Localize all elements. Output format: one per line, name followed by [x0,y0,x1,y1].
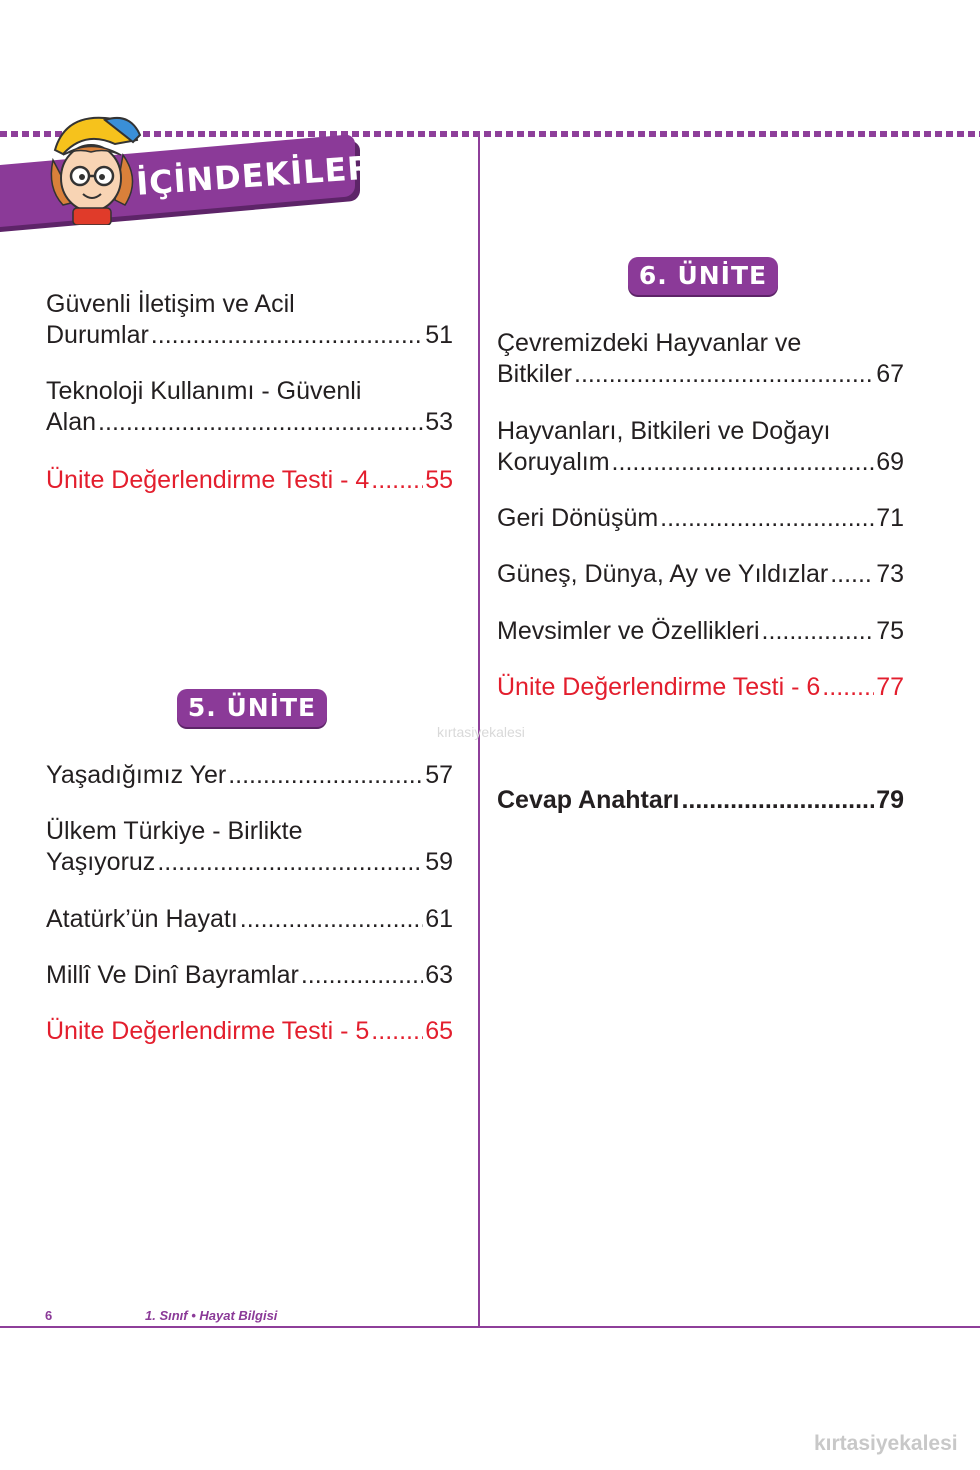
toc-entry-title: Yaşıyoruz [46,848,156,876]
toc-entry-title: Millî Ve Dinî Bayramlar [46,961,299,989]
toc-entry-page: 63 [425,961,453,989]
toc-entry-title: Güneş, Dünya, Ay ve Yıldızlar [497,560,829,588]
toc-entry-page: 67 [876,360,904,388]
boy-mascot-icon [45,110,145,225]
unit-5-badge: 5. ÜNİTE [177,689,327,727]
leader-dots [151,320,423,351]
toc-entry-page: 51 [425,321,453,349]
toc-entry[interactable] [46,904,453,935]
toc-entry[interactable] [46,760,453,791]
toc-entry[interactable] [497,416,904,478]
leader-dots [228,760,423,791]
toc-entry-unit-test[interactable] [46,465,453,496]
footer-book-title: 1. Sınıf • Hayat Bilgisi [145,1308,278,1323]
leader-dots [240,904,423,935]
toc-entry-page: 75 [876,617,904,645]
toc-entry-title: Durumlar [46,321,149,349]
toc-entry[interactable] [46,960,453,991]
toc-entry-page: 59 [425,848,453,876]
toc-entry-page: 79 [876,786,904,814]
toc-entry-title: Ünite Değerlendirme Testi - 4 [46,466,370,494]
watermark-corner: kırtasiyekalesi [814,1432,958,1455]
toc-entry-unit-test[interactable] [46,1016,453,1047]
leader-dots [301,960,423,991]
toc-entry-page: 77 [876,673,904,701]
toc-entry-answer-key[interactable] [497,785,904,816]
toc-entry-page: 73 [876,560,904,588]
watermark-center: kırtasiyekalesi [437,724,525,740]
leader-dots [574,359,874,390]
leader-dots [822,672,874,703]
toc-entry-page: 55 [425,466,453,494]
unit-6-badge: 6. ÜNİTE [628,257,778,295]
toc-entry-title: Mevsimler ve Özellikleri [497,617,760,645]
toc-entry[interactable] [46,289,453,351]
toc-entry[interactable] [497,559,904,590]
toc-entry[interactable] [46,816,453,878]
toc-entry-unit-test[interactable] [497,672,904,703]
page-title: İÇİNDEKİLER [135,148,375,203]
toc-entry-title-line1: Hayvanları, Bitkileri ve Doğayı [497,417,831,445]
toc-entry-title-line1: Ülkem Türkiye - Birlikte [46,817,303,845]
toc-entry[interactable] [46,376,453,438]
toc-entry[interactable] [497,616,904,647]
bottom-rule [0,1326,980,1328]
toc-entry-title: Geri Dönüşüm [497,504,659,532]
toc-entry-title: Ünite Değerlendirme Testi - 5 [46,1017,370,1045]
leader-dots [612,447,875,478]
toc-entry-page: 65 [425,1017,453,1045]
toc-entry-page: 71 [876,504,904,532]
toc-entry-title-line1: Çevremizdeki Hayvanlar ve [497,329,802,357]
footer-page-number: 6 [45,1308,53,1323]
leader-dots [157,847,423,878]
toc-entry-title-line1: Güvenli İletişim ve Acil [46,290,295,318]
leader-dots [660,503,874,534]
toc-entry-title: Atatürk’ün Hayatı [46,905,238,933]
leader-dots [371,465,423,496]
leader-dots [371,1016,423,1047]
toc-entry-title-line1: Teknoloji Kullanımı - Güvenli [46,377,362,405]
leader-dots [681,785,874,816]
top-dashed-border [0,131,980,137]
toc-entry-title: Ünite Değerlendirme Testi - 6 [497,673,821,701]
leader-dots [762,616,875,647]
toc-entry-page: 69 [876,448,904,476]
toc-entry[interactable] [497,503,904,534]
toc-entry-page: 57 [425,761,453,789]
toc-entry-title: Bitkiler [497,360,573,388]
leader-dots [98,407,423,438]
toc-entry-title: Yaşadığımız Yer [46,761,227,789]
toc-entry-title: Alan [46,408,97,436]
toc-entry[interactable] [497,328,904,390]
toc-entry-title: Cevap Anahtarı [497,786,680,814]
leader-dots [830,559,874,590]
toc-entry-title: Koruyalım [497,448,610,476]
toc-entry-page: 53 [425,408,453,436]
toc-entry-page: 61 [425,905,453,933]
